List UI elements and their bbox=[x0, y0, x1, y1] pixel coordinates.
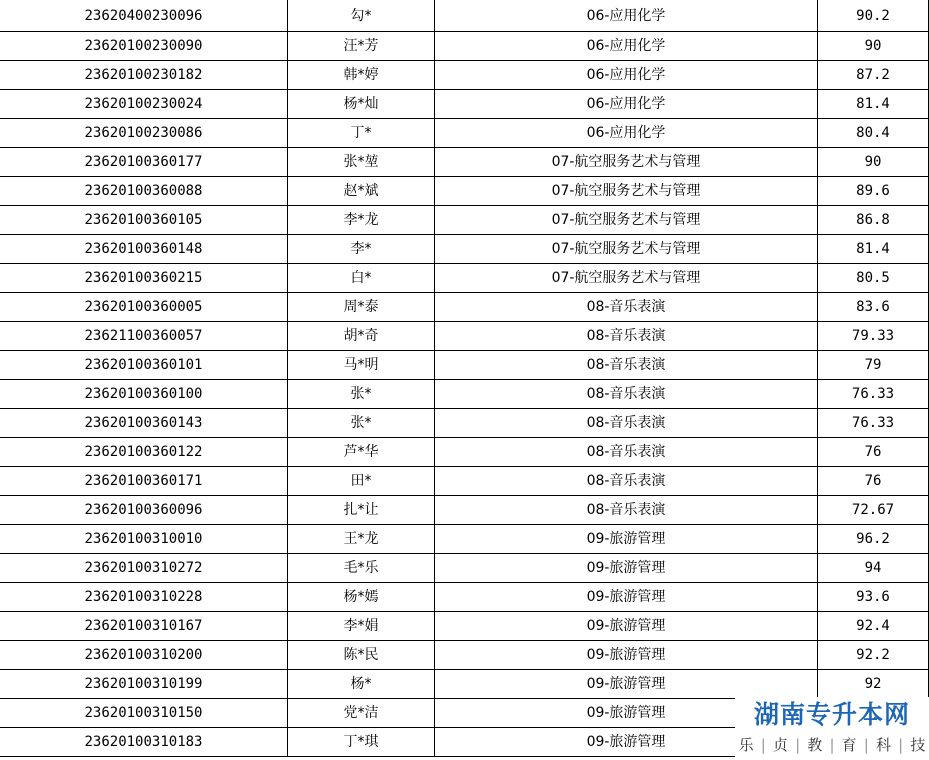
score-cell: 79 bbox=[818, 351, 929, 380]
major-cell: 08-音乐表演 bbox=[435, 380, 818, 409]
table-row bbox=[0, 583, 929, 612]
watermark-title: 湖南专升本网 bbox=[753, 700, 910, 729]
score-cell: 93.6 bbox=[818, 583, 929, 612]
table-row bbox=[0, 496, 929, 525]
score-cell: 80.5 bbox=[818, 264, 929, 293]
score-cell: 90 bbox=[818, 32, 929, 61]
candidate-name-cell: 张* bbox=[288, 409, 435, 438]
candidate-name-cell: 丁* bbox=[288, 119, 435, 148]
major-cell: 07-航空服务艺术与管理 bbox=[435, 206, 818, 235]
major-cell: 09-旅游管理 bbox=[435, 525, 818, 554]
score-cell: 76.33 bbox=[818, 409, 929, 438]
table-row bbox=[0, 322, 929, 351]
candidate-id-cell: 23620100360215 bbox=[0, 264, 288, 293]
candidate-id-cell: 23620100310183 bbox=[0, 728, 288, 757]
candidate-id-cell: 23620100360177 bbox=[0, 148, 288, 177]
major-cell: 06-应用化学 bbox=[435, 119, 818, 148]
candidate-id-cell: 23621100360057 bbox=[0, 322, 288, 351]
candidate-name-cell: 张*堃 bbox=[288, 148, 435, 177]
table-row bbox=[0, 235, 929, 264]
candidate-name-cell: 赵*斌 bbox=[288, 177, 435, 206]
table-row bbox=[0, 351, 929, 380]
candidate-id-cell: 23620100360171 bbox=[0, 467, 288, 496]
major-cell: 07-航空服务艺术与管理 bbox=[435, 148, 818, 177]
major-cell: 06-应用化学 bbox=[435, 61, 818, 90]
major-cell: 07-航空服务艺术与管理 bbox=[435, 235, 818, 264]
watermark-subtitle-char: 技 bbox=[910, 736, 926, 754]
table-row bbox=[0, 206, 929, 235]
major-cell: 08-音乐表演 bbox=[435, 293, 818, 322]
score-cell: 80.4 bbox=[818, 119, 929, 148]
candidate-id-cell: 23620100360122 bbox=[0, 438, 288, 467]
watermark-subtitle bbox=[735, 735, 929, 755]
candidate-id-cell: 23620100360096 bbox=[0, 496, 288, 525]
candidate-name-cell: 周*泰 bbox=[288, 293, 435, 322]
major-cell: 09-旅游管理 bbox=[435, 728, 818, 757]
table-row bbox=[0, 90, 929, 119]
candidate-id-cell: 23620100360143 bbox=[0, 409, 288, 438]
candidate-name-cell: 芦*华 bbox=[288, 438, 435, 467]
score-cell: 72.67 bbox=[818, 496, 929, 525]
candidate-name-cell: 汪*芳 bbox=[288, 32, 435, 61]
score-cell: 92.4 bbox=[818, 612, 929, 641]
candidate-name-cell: 毛*乐 bbox=[288, 554, 435, 583]
table-row bbox=[0, 264, 929, 293]
table-row bbox=[0, 409, 929, 438]
score-cell: 92 bbox=[818, 670, 929, 699]
candidate-name-cell: 丁*琪 bbox=[288, 728, 435, 757]
score-cell: 90 bbox=[818, 148, 929, 177]
watermark-subtitle-char: 教 bbox=[807, 736, 823, 754]
candidate-id-cell: 23620100310199 bbox=[0, 670, 288, 699]
candidate-name-cell: 杨*嫣 bbox=[288, 583, 435, 612]
candidate-id-cell: 23620100310167 bbox=[0, 612, 288, 641]
score-cell: 92.2 bbox=[818, 641, 929, 670]
candidate-name-cell: 李*龙 bbox=[288, 206, 435, 235]
table-row bbox=[0, 641, 929, 670]
watermark-subtitle-char: 贞 bbox=[772, 736, 788, 754]
candidate-name-cell: 韩*婷 bbox=[288, 61, 435, 90]
score-cell: 96.2 bbox=[818, 525, 929, 554]
major-cell: 08-音乐表演 bbox=[435, 322, 818, 351]
table-row bbox=[0, 61, 929, 90]
candidate-name-cell: 党*洁 bbox=[288, 699, 435, 728]
candidate-name-cell: 杨*灿 bbox=[288, 90, 435, 119]
score-cell: 79.33 bbox=[818, 322, 929, 351]
table-row bbox=[0, 0, 929, 32]
score-cell: 76.33 bbox=[818, 380, 929, 409]
candidate-name-cell: 陈*民 bbox=[288, 641, 435, 670]
candidate-name-cell: 李* bbox=[288, 235, 435, 264]
table-row bbox=[0, 612, 929, 641]
major-cell: 09-旅游管理 bbox=[435, 554, 818, 583]
major-cell: 09-旅游管理 bbox=[435, 699, 818, 728]
table-row bbox=[0, 293, 929, 322]
candidate-id-cell: 23620100310200 bbox=[0, 641, 288, 670]
major-cell: 08-音乐表演 bbox=[435, 409, 818, 438]
table-row bbox=[0, 148, 929, 177]
score-cell: 83.6 bbox=[818, 293, 929, 322]
major-cell: 08-音乐表演 bbox=[435, 351, 818, 380]
table-row bbox=[0, 554, 929, 583]
major-cell: 09-旅游管理 bbox=[435, 641, 818, 670]
table-row bbox=[0, 467, 929, 496]
candidate-id-cell: 23620100360101 bbox=[0, 351, 288, 380]
candidate-id-cell: 23620100310228 bbox=[0, 583, 288, 612]
candidate-name-cell: 张* bbox=[288, 380, 435, 409]
score-cell: 81.4 bbox=[818, 90, 929, 119]
table-row bbox=[0, 119, 929, 148]
major-cell: 06-应用化学 bbox=[435, 0, 818, 32]
candidate-id-cell: 23620100230090 bbox=[0, 32, 288, 61]
candidate-id-cell: 23620100230024 bbox=[0, 90, 288, 119]
candidate-id-cell: 23620100230086 bbox=[0, 119, 288, 148]
table-row bbox=[0, 380, 929, 409]
major-cell: 08-音乐表演 bbox=[435, 438, 818, 467]
major-cell: 06-应用化学 bbox=[435, 32, 818, 61]
watermark-subtitle-char: 乐 bbox=[738, 736, 754, 754]
candidate-name-cell: 王*龙 bbox=[288, 525, 435, 554]
major-cell: 07-航空服务艺术与管理 bbox=[435, 264, 818, 293]
major-cell: 09-旅游管理 bbox=[435, 612, 818, 641]
candidate-id-cell: 23620100310010 bbox=[0, 525, 288, 554]
table-row bbox=[0, 32, 929, 61]
watermark-subtitle-char: 科 bbox=[876, 736, 892, 754]
candidate-id-cell: 23620100360088 bbox=[0, 177, 288, 206]
candidate-name-cell: 田* bbox=[288, 467, 435, 496]
major-cell: 09-旅游管理 bbox=[435, 583, 818, 612]
major-cell: 07-航空服务艺术与管理 bbox=[435, 177, 818, 206]
score-cell: 86.8 bbox=[818, 206, 929, 235]
major-cell: 06-应用化学 bbox=[435, 90, 818, 119]
candidate-id-cell: 23620100360148 bbox=[0, 235, 288, 264]
score-cell: 89.6 bbox=[818, 177, 929, 206]
candidate-name-cell: 杨* bbox=[288, 670, 435, 699]
major-cell: 08-音乐表演 bbox=[435, 496, 818, 525]
candidate-name-cell: 李*娟 bbox=[288, 612, 435, 641]
score-cell: 76 bbox=[818, 467, 929, 496]
score-cell: 76 bbox=[818, 438, 929, 467]
watermark-separator: | bbox=[795, 736, 801, 754]
watermark-separator: | bbox=[898, 736, 904, 754]
table-row bbox=[0, 525, 929, 554]
table-row bbox=[0, 438, 929, 467]
score-cell: 87.2 bbox=[818, 61, 929, 90]
candidate-id-cell: 23620100360105 bbox=[0, 206, 288, 235]
score-cell: 94 bbox=[818, 554, 929, 583]
major-cell: 09-旅游管理 bbox=[435, 670, 818, 699]
candidate-name-cell: 勾* bbox=[288, 0, 435, 32]
candidate-name-cell: 扎*让 bbox=[288, 496, 435, 525]
candidate-name-cell: 胡*奇 bbox=[288, 322, 435, 351]
watermark-separator: | bbox=[829, 736, 835, 754]
candidate-name-cell: 白* bbox=[288, 264, 435, 293]
candidate-id-cell: 23620100310150 bbox=[0, 699, 288, 728]
watermark-subtitle-char: 育 bbox=[841, 736, 857, 754]
candidate-name-cell: 马*明 bbox=[288, 351, 435, 380]
candidate-id-cell: 23620100360005 bbox=[0, 293, 288, 322]
candidate-id-cell: 23620100310272 bbox=[0, 554, 288, 583]
candidate-id-cell: 23620100230182 bbox=[0, 61, 288, 90]
major-cell: 08-音乐表演 bbox=[435, 467, 818, 496]
candidate-id-cell: 23620100360100 bbox=[0, 380, 288, 409]
watermark-separator: | bbox=[760, 736, 766, 754]
score-cell: 90.2 bbox=[818, 0, 929, 32]
site-watermark bbox=[735, 697, 929, 760]
table-row bbox=[0, 177, 929, 206]
watermark-separator: | bbox=[863, 736, 869, 754]
table-row bbox=[0, 670, 929, 699]
score-cell: 81.4 bbox=[818, 235, 929, 264]
candidate-id-cell: 23620400230096 bbox=[0, 0, 288, 32]
